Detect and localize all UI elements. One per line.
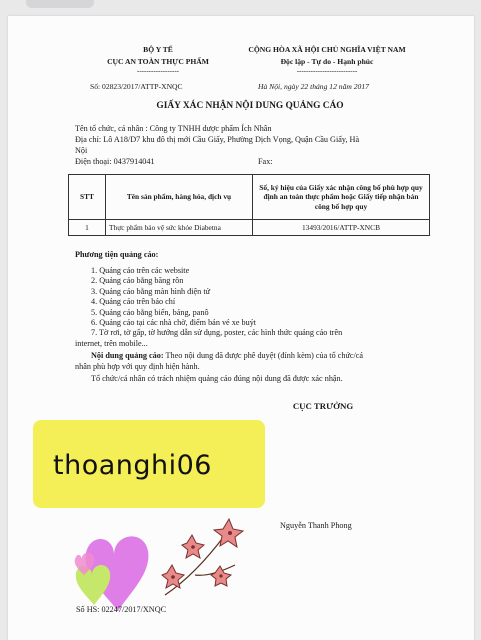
table-cell-stt: 1 [69,220,106,236]
country-name: CỘNG HÒA XÃ HỘI CHỦ NGHĨA VIỆT NAM [248,45,406,54]
list-item: 4. Quảng cáo trên báo chí [91,297,176,307]
document-title: GIẤY XÁC NHẬN NỘI DUNG QUẢNG CÁO [156,101,344,111]
place-date: Hà Nội, ngày 22 tháng 12 năm 2017 [258,82,369,91]
org-name: Tên tổ chức, cá nhân : Công ty TNHH dược phẩm Ích Nhân [75,124,272,133]
table-header-row [69,175,430,220]
list-item: 6. Quảng cáo tại các nhà chờ, điểm bán vé xe buýt [91,318,257,328]
list-item: 7. Tờ rơi, tờ gấp, tờ hướng dẫn sử dụng, poster, các hình thức quảng cáo trên [91,328,343,338]
media-item7-cont: internet, trên mobile... [75,339,148,348]
hs-number: Số HS: 02247/2017/XNQC [76,605,167,614]
org-fax: Fax: [258,157,273,166]
sticker-text: thoanghi06 [53,450,212,481]
signer-name: Nguyễn Thanh Phong [280,521,352,530]
signature-title: CỤC TRƯỞNG [292,401,354,411]
table-header-stt: STT [69,175,106,220]
flowers-sticker-icon [155,515,250,605]
top-tab [26,0,94,8]
ministry-name: BỘ Y TẾ [143,45,173,54]
content-text-cont: nhân phù hợp với quy định hiện hành. [75,362,200,371]
product-table [68,174,430,236]
org-address-cont: Nội [75,146,88,155]
table-row [69,220,430,236]
responsibility-text: Tổ chức/cá nhân có trách nhiệm quảng cáo đúng nội dung đã được xác nhận. [91,374,343,383]
table-cell-product: Thực phẩm bảo vệ sức khỏe Diabetna [106,220,253,236]
media-heading: Phương tiện quảng cáo: [75,250,159,259]
agency-name: CỤC AN TOÀN THỰC PHẨM [107,57,209,66]
table-header-certificate: Số, ký hiệu của Giấy xác nhận công bố phù hợp quy định an toàn thực phẩm hoặc Giấy tiếp nhận bản công bố hợp quy [253,175,430,220]
content-line [91,351,451,362]
content-text: Theo nội dung đã được phê duyệt (đính kèm) của tổ chức/cá [163,351,364,360]
motto: Độc lập - Tự do - Hạnh phúc [280,57,374,66]
list-item: 2. Quảng cáo bằng băng rôn [91,276,184,286]
doc-number: Số: 02823/2017/ATTP-XNQC [90,82,183,91]
list-item: 1. Quảng cáo trên các website [91,266,190,275]
watermark-sticker [33,420,265,508]
org-phone: Điện thoại: 0437914041 [75,157,155,166]
motto-rule: -------------------------- [296,67,358,75]
table-header-product: Tên sản phẩm, hàng hóa, dịch vụ [106,175,253,220]
list-item: 5. Quảng cáo bằng biển, bảng, panô [91,307,209,317]
list-item: 3. Quảng cáo bằng màn hình điện tử [91,286,211,296]
agency-rule: ------------------ [137,67,179,75]
org-address: Địa chỉ: Lô A18/D7 khu đô thị mới Cầu Giấy, Phường Dịch Vọng, Quận Cầu Giấy, Hà [75,135,360,144]
table-cell-certificate: 13493/2016/ATTP-XNCB [253,220,430,236]
content-label: Nội dung quảng cáo: [91,351,164,360]
media-list [91,266,441,339]
